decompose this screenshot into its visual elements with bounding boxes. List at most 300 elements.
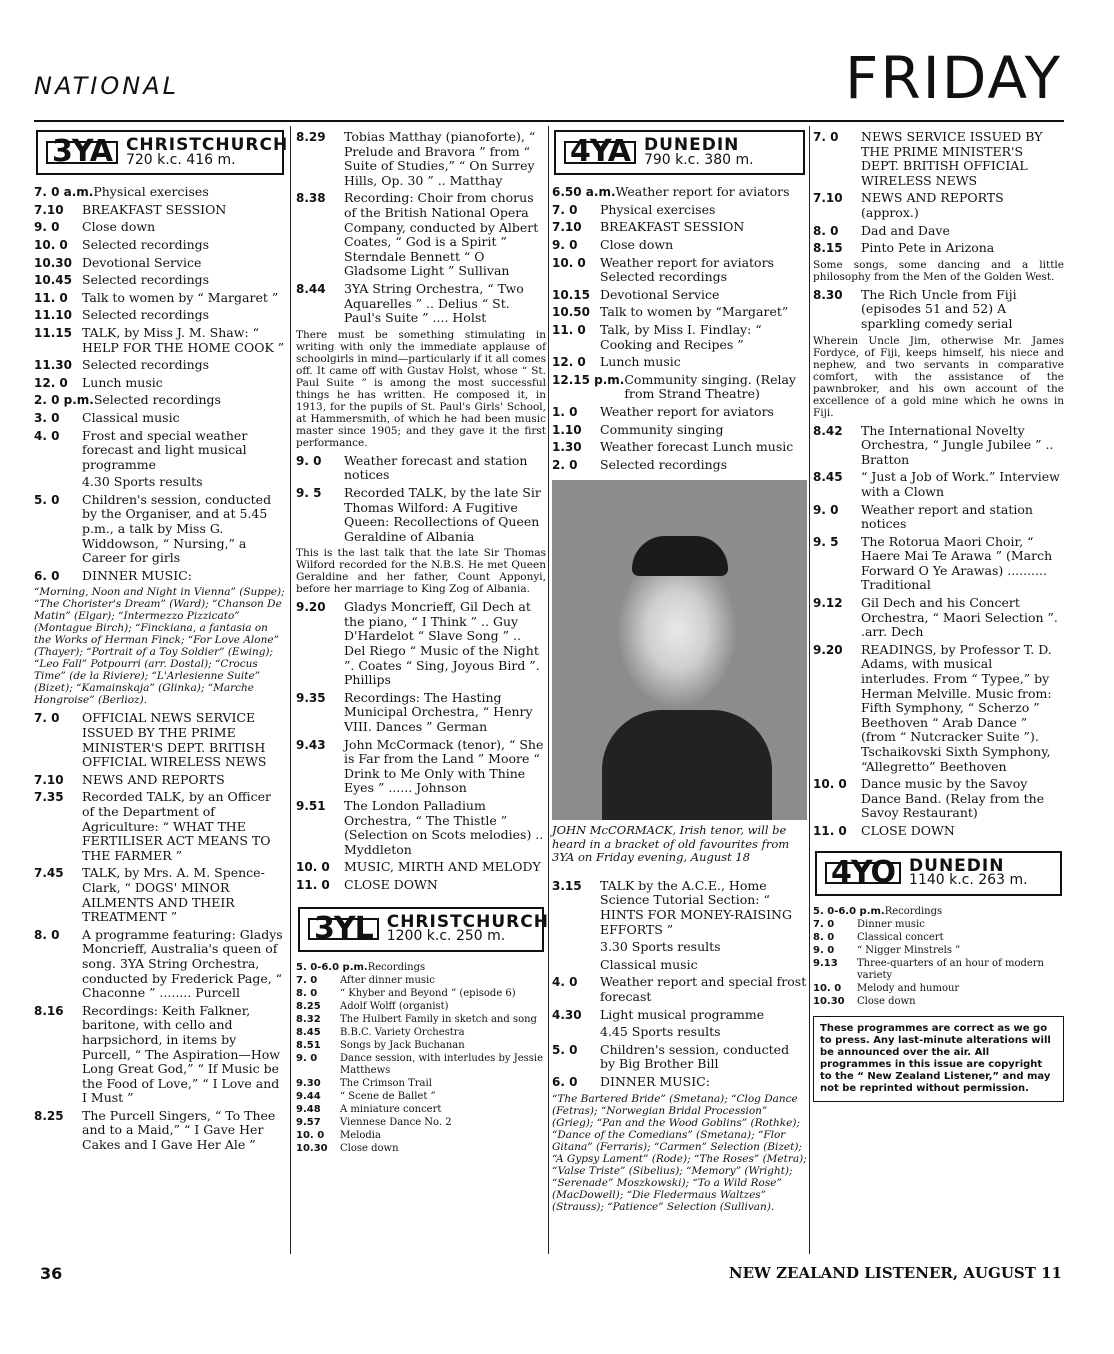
schedule-programme: “ Scene de Ballet ” bbox=[340, 1090, 436, 1102]
schedule-entry bbox=[296, 1104, 546, 1116]
schedule-entry bbox=[813, 919, 1064, 931]
schedule-programme: Close down bbox=[340, 1142, 399, 1154]
schedule-entry bbox=[296, 878, 546, 893]
column-divider bbox=[290, 126, 291, 1254]
station-frequency: 1200 k.c. 250 m. bbox=[386, 928, 506, 945]
schedule-entry bbox=[34, 376, 286, 391]
schedule-programme: BREAKFAST SESSION bbox=[600, 219, 745, 235]
schedule-time: 12. 0 bbox=[34, 375, 68, 390]
schedule-entry bbox=[552, 1025, 807, 1040]
schedule-entry bbox=[296, 738, 546, 796]
schedule-time: 11.30 bbox=[34, 358, 72, 373]
schedule-programme: Dance session, with interludes by Jessie Matthews bbox=[340, 1052, 544, 1076]
schedule-entry bbox=[296, 1014, 546, 1026]
schedule-programme: The International Novelty Orchestra, “ Jungle Jubilee ” .. Bratton bbox=[861, 422, 1054, 467]
schedule-programme: Three-quarters of an hour of modern variety bbox=[857, 957, 1045, 981]
schedule-entry bbox=[552, 1075, 807, 1090]
schedule-time: 11.15 bbox=[34, 325, 72, 340]
programme-note: Wherein Uncle Jim, otherwise Mr. James Fordyce, of Fiji, keeps himself, his niece and nephew, and two servants in comparative comfort, with the assistance of the pawnbroker, and his own account of the excellence of a gold mine which he owns in Fiji. bbox=[813, 334, 1064, 419]
programme-note: This is the last talk that the late Sir Thomas Wilford recorded for the N.B.S. He met Queen Geraldine and her father, Count Apponyi, before her marriage to King Zog of Albania. bbox=[296, 547, 546, 596]
schedule-time: 9. 0 bbox=[296, 453, 322, 468]
schedule-time: 8. 0 bbox=[813, 931, 835, 943]
schedule-entry bbox=[813, 996, 1064, 1008]
schedule-time: 9.35 bbox=[296, 690, 326, 705]
schedule-time: 10.15 bbox=[552, 287, 590, 302]
schedule-programme: MUSIC, MIRTH AND MELODY bbox=[344, 859, 541, 875]
schedule-entry bbox=[552, 458, 807, 473]
schedule-entry bbox=[296, 1091, 546, 1103]
schedule-time: 11. 0 bbox=[296, 877, 330, 892]
programme-note: Some songs, some dancing and a little philosophy from the Men of the Golden West. bbox=[813, 258, 1064, 283]
schedule-entry bbox=[552, 879, 807, 937]
schedule-programme: BREAKFAST SESSION bbox=[82, 201, 227, 217]
schedule-programme: TALK, by Miss J. M. Shaw: “ HELP FOR THE HOME COOK ” bbox=[82, 324, 285, 355]
schedule-programme: Classical concert bbox=[857, 931, 944, 943]
schedule-entry bbox=[813, 130, 1064, 188]
schedule-time: 5. 0 bbox=[34, 492, 60, 507]
schedule-time: 9.12 bbox=[813, 596, 843, 611]
schedule-entry bbox=[296, 860, 546, 875]
schedule-entry bbox=[34, 411, 286, 426]
schedule-programme: NEWS AND REPORTS (approx.) bbox=[861, 190, 1004, 220]
schedule-entry bbox=[296, 988, 546, 1000]
schedule-time: 9. 0 bbox=[813, 944, 835, 956]
schedule-entry bbox=[813, 288, 1064, 332]
schedule-time bbox=[552, 940, 600, 955]
schedule-programme: Melody and humour bbox=[857, 982, 960, 994]
schedule-entry bbox=[552, 323, 807, 352]
schedule-entry bbox=[552, 1008, 807, 1023]
schedule-programme: Selected recordings bbox=[82, 272, 210, 288]
schedule-time bbox=[552, 958, 600, 973]
schedule-time: 6. 0 bbox=[552, 1074, 578, 1089]
schedule-time: 12.15 p.m. bbox=[552, 372, 625, 387]
schedule-time: 11. 0 bbox=[813, 823, 847, 838]
schedule-programme: The Crimson Trail bbox=[340, 1077, 432, 1089]
schedule-entry bbox=[813, 191, 1064, 220]
schedule-time: 10. 0 bbox=[552, 255, 586, 270]
portrait-photo bbox=[552, 480, 807, 820]
schedule-entry bbox=[296, 1040, 546, 1052]
schedule-programme: B.B.C. Variety Orchestra bbox=[340, 1026, 465, 1038]
schedule-time: 9.30 bbox=[296, 1077, 321, 1089]
schedule-entry bbox=[813, 224, 1064, 239]
schedule-entry bbox=[34, 569, 286, 584]
schedule-time: 1.10 bbox=[552, 422, 582, 437]
schedule-entry bbox=[552, 1043, 807, 1072]
station-frequency: 790 k.c. 380 m. bbox=[643, 151, 754, 168]
schedule-entry bbox=[296, 1078, 546, 1090]
schedule-entry bbox=[34, 185, 286, 200]
schedule-time: 8.16 bbox=[34, 1003, 64, 1018]
schedule-time: 8.15 bbox=[813, 241, 843, 256]
schedule-programme: John McCormack (tenor), “ She is Far from the Land ” Moore “ Drink to Me Only with Thine Eyes ” ...... Johnson bbox=[344, 736, 544, 796]
schedule-programme: Devotional Service bbox=[82, 254, 202, 270]
schedule-programme: Light musical programme bbox=[600, 1006, 765, 1022]
schedule-entry bbox=[552, 440, 807, 455]
schedule-entry bbox=[296, 975, 546, 987]
schedule-entry bbox=[552, 203, 807, 218]
schedule-time: 6. 0 bbox=[34, 568, 60, 583]
schedule-entry bbox=[34, 256, 286, 271]
schedule-programme: DINNER MUSIC: bbox=[600, 1073, 710, 1089]
station-banner-3yl bbox=[298, 907, 549, 952]
schedule-entry bbox=[813, 824, 1064, 839]
station-banner-4yo bbox=[815, 851, 1062, 896]
schedule-programme: Viennese Dance No. 2 bbox=[340, 1116, 452, 1128]
schedule-time: 8.29 bbox=[296, 130, 326, 144]
schedule-time: 9. 0 bbox=[552, 237, 578, 252]
schedule-programme: Adolf Wolff (organist) bbox=[340, 1000, 449, 1012]
schedule-entry bbox=[813, 596, 1064, 640]
schedule-programme: 4.45 Sports results bbox=[600, 1024, 721, 1040]
schedule-programme: “ Khyber and Beyond ” (episode 6) bbox=[340, 987, 516, 999]
schedule-entry bbox=[34, 866, 286, 924]
schedule-programme: Weather report for aviators Selected recordings bbox=[600, 254, 774, 285]
schedule-entry bbox=[34, 429, 286, 473]
schedule-entry bbox=[552, 220, 807, 235]
schedule-time: 8.42 bbox=[813, 423, 843, 438]
schedule-programme: Recorded TALK, by the late Sir Thomas Wilford: A Fugitive Queen: Recollections of Queen Geraldine of Albania bbox=[344, 484, 541, 544]
column-divider bbox=[809, 126, 810, 1254]
schedule-time: 9.20 bbox=[296, 600, 326, 615]
schedule-programme: Weather report and station notices bbox=[861, 501, 1033, 532]
station-call: 4YO bbox=[825, 862, 901, 885]
column-4ya bbox=[552, 130, 807, 1218]
schedule-time: 9.48 bbox=[296, 1103, 321, 1115]
schedule-time: 8.44 bbox=[296, 281, 326, 296]
copyright-notice: These programmes are correct as we go to press. Any last-minute alterations will be announced over the air. All programmes in this issue are copyright to the “ New Zealand Listener,” and may not be reprinted without permission. bbox=[813, 1016, 1064, 1102]
schedule-time: 10. 0 bbox=[813, 982, 842, 994]
station-city: CHRISTCHURCH bbox=[386, 911, 549, 932]
station-frequency: 1140 k.c. 263 m. bbox=[909, 872, 1028, 889]
schedule-time: 3. 0 bbox=[34, 410, 60, 425]
schedule-programme: The Purcell Singers, “ To Thee and to a Maid,” “ I Gave Her Cakes and I Gave Her Ale ” bbox=[82, 1107, 276, 1153]
schedule-programme: Recordings: The Hasting Municipal Orchestra, “ Henry VIII. Dances ” German bbox=[344, 689, 533, 735]
schedule-entry bbox=[296, 191, 546, 279]
schedule-programme: After dinner music bbox=[340, 974, 435, 986]
schedule-programme: Talk to women by “ Margaret ” bbox=[82, 289, 279, 305]
schedule-time: 7.10 bbox=[813, 191, 843, 206]
schedule-time: 9. 0 bbox=[296, 1052, 318, 1064]
schedule-entry bbox=[296, 1143, 546, 1155]
schedule-programme: Weather report for aviators bbox=[600, 403, 774, 419]
schedule-programme: A miniature concert bbox=[340, 1103, 442, 1115]
schedule-programme: Dad and Dave bbox=[861, 222, 950, 238]
schedule-programme: Lunch music bbox=[600, 354, 681, 370]
schedule-programme: “ Nigger Minstrels ” bbox=[857, 944, 961, 956]
schedule-entry bbox=[552, 288, 807, 303]
schedule-programme: Weather report and special frost forecast bbox=[600, 974, 807, 1004]
schedule-time: 8.45 bbox=[813, 470, 843, 485]
schedule-entry bbox=[813, 424, 1064, 468]
schedule-time: 9.51 bbox=[296, 799, 326, 813]
schedule-programme: A programme featuring: Gladys Moncrieff, Australia's queen of song. 3YA String Orchestra, conducted by Frederick Page, “ Chaconne ” ........ Purcell bbox=[82, 926, 283, 1001]
schedule-entry bbox=[34, 711, 286, 769]
station-frequency: 720 k.c. 416 m. bbox=[125, 151, 236, 168]
schedule-time: 7.10 bbox=[34, 772, 64, 787]
programme-note: There must be something stimulating in writing with only the immediate applause of schoolgirls in mind—particularly if it all comes off. It came off with Gustav Holst, whose “ St. Paul Suite ” is among the most successful things he has written. He composed it, in 1913, for the pupils of St. Paul's Girls' School, at Hammersmith, of which he had been music master since 1905; and they gave it the first performance. bbox=[296, 328, 546, 449]
schedule-programme: Weather report for aviators bbox=[615, 184, 790, 200]
schedule-time: 9.44 bbox=[296, 1090, 321, 1102]
schedule-time: 7. 0 bbox=[813, 130, 839, 144]
schedule-time: 10. 0 bbox=[813, 777, 847, 792]
schedule-programme: Community singing bbox=[600, 421, 724, 437]
schedule-programme: Frost and special weather forecast and light musical programme bbox=[82, 427, 248, 472]
schedule-programme: NEWS SERVICE ISSUED BY THE PRIME MINISTER'S DEPT. BRITISH OFFICIAL WIRELESS NEWS bbox=[861, 129, 1043, 188]
schedule-entry bbox=[552, 256, 807, 285]
station-banner-3ya bbox=[36, 130, 289, 175]
schedule-entry bbox=[296, 799, 546, 857]
schedule-programme: The London Palladium Orchestra, “ The Thistle ” (Selection on Scots melodies) .. Myddleton bbox=[344, 798, 544, 857]
schedule-entry bbox=[34, 928, 286, 1001]
schedule-time: 6.50 a.m. bbox=[552, 185, 616, 200]
schedule-entry bbox=[34, 1004, 286, 1106]
schedule-programme: Physical exercises bbox=[600, 201, 716, 217]
photo-suit bbox=[602, 710, 772, 820]
station-city: DUNEDIN bbox=[909, 855, 1005, 876]
schedule-time: 4. 0 bbox=[34, 428, 60, 443]
station-banner-4ya bbox=[554, 130, 805, 175]
schedule-entry bbox=[296, 691, 546, 735]
schedule-time: 4.30 bbox=[552, 1007, 582, 1022]
schedule-programme: Gladys Moncrieff, Gil Dech at the piano, “ I Think ” .. Guy D'Hardelot “ Slave Song ” .. Del Riego “ Music of the Night ”. Coates “ Sing, Joyous Bird ”. Phillips bbox=[344, 599, 540, 688]
column-3ya bbox=[34, 130, 289, 1156]
schedule-entry bbox=[296, 600, 546, 688]
schedule-time: 9. 5 bbox=[296, 485, 322, 500]
schedule-programme: Physical exercises bbox=[93, 184, 209, 200]
schedule-programme: Selected recordings bbox=[82, 236, 210, 252]
schedule-time: 8.32 bbox=[296, 1013, 321, 1025]
schedule-programme: DINNER MUSIC: bbox=[82, 567, 192, 583]
schedule-programme: 3YA String Orchestra, “ Two Aquarelles ” .. Delius “ St. Paul's Suite ” .... Holst bbox=[344, 280, 524, 326]
schedule-time: 12. 0 bbox=[552, 355, 586, 370]
photo-caption: JOHN McCORMACK, Irish tenor, will be heard in a bracket of old favourites from 3YA on Friday evening, August 18 bbox=[552, 823, 790, 865]
schedule-programme: Songs by Jack Buchanan bbox=[340, 1039, 465, 1051]
schedule-programme: NEWS AND REPORTS bbox=[82, 771, 225, 787]
schedule-programme: Gil Dech and his Concert Orchestra, “ Maori Selection ”. .arr. Dech bbox=[861, 595, 1058, 640]
schedule-entry bbox=[813, 777, 1064, 821]
schedule-time: 1.30 bbox=[552, 440, 582, 455]
schedule-entry bbox=[34, 326, 286, 355]
schedule-programme: TALK by the A.C.E., Home Science Tutorial Section: “ HINTS FOR MONEY-RAISING EFFORTS ” bbox=[600, 877, 792, 937]
schedule-programme: The Hulbert Family in sketch and song bbox=[340, 1013, 537, 1025]
schedule-programme: The Rotorua Maori Choir, “ Haere Mai Te Arawa ” (March Forward O Ye Arawas) .......... Traditional bbox=[861, 533, 1053, 593]
schedule-time: 8.25 bbox=[296, 1000, 321, 1012]
schedule-entry bbox=[813, 643, 1064, 774]
schedule-time: 9.20 bbox=[813, 642, 843, 657]
schedule-time: 9.13 bbox=[813, 957, 838, 969]
station-city: DUNEDIN bbox=[643, 135, 740, 155]
schedule-entry bbox=[296, 1053, 546, 1077]
schedule-time: 10.30 bbox=[813, 995, 845, 1007]
schedule-entry bbox=[552, 405, 807, 420]
schedule-entry bbox=[34, 308, 286, 323]
schedule-entry bbox=[296, 486, 546, 544]
schedule-entry bbox=[552, 238, 807, 253]
schedule-programme: Classical music bbox=[82, 409, 180, 425]
schedule-time: 10. 0 bbox=[34, 237, 68, 252]
schedule-programme: Selected recordings bbox=[82, 357, 210, 373]
schedule-entry bbox=[813, 241, 1064, 256]
schedule-entry bbox=[813, 945, 1064, 957]
schedule-time: 10.45 bbox=[34, 273, 72, 288]
schedule-programme: CLOSE DOWN bbox=[344, 876, 438, 892]
schedule-time: 8.30 bbox=[813, 287, 843, 302]
schedule-programme: The Rich Uncle from Fiji (episodes 51 and 52) A sparkling comedy serial bbox=[861, 286, 1017, 331]
schedule-time: 7. 0 bbox=[813, 918, 835, 930]
schedule-programme: Recording: Choir from chorus of the British National Opera Company, conducted by Albert Coates, “ God is a Spirit ” Sterndale Bennett “ O Gladsome Light ” Sullivan bbox=[344, 190, 539, 279]
schedule-entry bbox=[813, 470, 1064, 499]
schedule-time: 7. 0 bbox=[552, 202, 578, 217]
schedule-programme: Weather forecast and station notices bbox=[344, 452, 528, 483]
schedule-entry bbox=[552, 373, 807, 402]
schedule-programme: Close down bbox=[600, 236, 674, 252]
schedule-programme: Pinto Pete in Arizona bbox=[861, 240, 995, 256]
photo-hair bbox=[632, 536, 728, 576]
schedule-programme: Recordings bbox=[884, 905, 943, 917]
schedule-time: 9.57 bbox=[296, 1116, 321, 1128]
schedule-time: 9.43 bbox=[296, 737, 326, 752]
schedule-entry bbox=[296, 1027, 546, 1039]
schedule-programme: OFFICIAL NEWS SERVICE ISSUED BY THE PRIME MINISTER'S DEPT. BRITISH OFFICIAL WIRELESS NEWS bbox=[82, 710, 267, 770]
schedule-time: 8. 0 bbox=[296, 987, 318, 999]
schedule-programme: Talk, by Miss I. Findlay: “ Cooking and Recipes ” bbox=[600, 321, 762, 352]
schedule-time: 7. 0 bbox=[34, 711, 60, 726]
schedule-entry bbox=[34, 358, 286, 373]
schedule-time: 5. 0 bbox=[552, 1042, 578, 1057]
schedule-programme: Children's session, conducted by the Organiser, and at 5.45 p.m., a talk by Miss G. Widdowson, “ Nursing,” a Career for girls bbox=[82, 491, 272, 566]
schedule-programme: Talk to women by “Margaret” bbox=[600, 304, 789, 320]
station-call: 3YA bbox=[46, 141, 118, 164]
schedule-entry bbox=[34, 273, 286, 288]
schedule-entry bbox=[34, 790, 286, 863]
schedule-programme: Recorded TALK, by an Officer of the Department of Agriculture: “ WHAT THE FERTILISER ACT MEANS TO THE FARMER ” bbox=[82, 789, 271, 863]
schedule-time: 7.10 bbox=[552, 220, 582, 235]
schedule-programme: Close down bbox=[857, 995, 916, 1007]
schedule-programme: Lunch music bbox=[82, 374, 163, 390]
schedule-programme: Weather forecast Lunch music bbox=[600, 439, 794, 455]
schedule-time: 7. 0 a.m. bbox=[34, 185, 94, 200]
schedule-entry bbox=[34, 475, 286, 490]
schedule-time: 10.50 bbox=[552, 305, 590, 320]
schedule-entry bbox=[552, 305, 807, 320]
schedule-entry bbox=[813, 958, 1064, 982]
schedule-programme: Close down bbox=[82, 219, 156, 235]
schedule-time bbox=[34, 475, 82, 490]
schedule-programme: READINGS, by Professor T. D. Adams, with musical interludes. From “ Typee,” by Herman Melville. Music from: Fifth Symphony, “ Scherzo ” Beethoven “ Arab Dance ” (from “ Nutcracker Suite ”). Tschaikovski Sixth Symphony, “Allegretto” Beethoven bbox=[861, 641, 1052, 774]
day-title: FRIDAY bbox=[844, 44, 1062, 112]
schedule-entry bbox=[296, 282, 546, 326]
dinner-music-list: “The Bartered Bride” (Smetana); “Clog Dance (Fetras); “Norwegian Bridal Procession” (Grieg); “Pan and the Wood Goblins” (Rothke); “Dance of the Comedians” (Smetana); “Flor Gitana” (Ferraris); “Carmen” Selection (Bizet); “A Gypsy Lament” (Rode); “The Roses” (Metra); “Valse Triste” (Sibelius); “Memory” (Wright); “Serenade” Moszkowski); “To a Wild Rose” (MacDowell); “Die Fledermaus Waltzes” (Strauss); “Patience” Selection (Sullivan). bbox=[552, 1092, 807, 1213]
schedule-programme: 3.30 Sports results bbox=[600, 939, 721, 955]
schedule-time: 9. 0 bbox=[813, 502, 839, 517]
schedule-entry bbox=[34, 773, 286, 788]
schedule-entry bbox=[813, 535, 1064, 593]
schedule-time: 5. 0-6.0 p.m. bbox=[813, 905, 885, 917]
schedule-entry bbox=[296, 1001, 546, 1013]
column-3ya-continued bbox=[296, 129, 549, 1156]
schedule-programme: Dance music by the Savoy Dance Band. (Relay from the Savoy Restaurant) bbox=[861, 776, 1045, 821]
schedule-entry bbox=[552, 940, 807, 955]
schedule-entry bbox=[296, 130, 546, 188]
schedule-programme: Children's session, conducted by Big Brother Bill bbox=[600, 1041, 790, 1072]
schedule-programme: CLOSE DOWN bbox=[861, 822, 955, 838]
schedule-entry bbox=[296, 962, 546, 974]
station-call: 4YA bbox=[564, 141, 636, 164]
schedule-time: 7.10 bbox=[34, 202, 64, 217]
column-4ya-continued bbox=[813, 130, 1064, 1102]
publication-footer: NEW ZEALAND LISTENER, AUGUST 11 bbox=[728, 1264, 1062, 1282]
schedule-time: 11.10 bbox=[34, 308, 72, 323]
schedule-entry bbox=[813, 983, 1064, 995]
schedule-entry bbox=[34, 203, 286, 218]
schedule-entry bbox=[296, 1130, 546, 1142]
schedule-entry bbox=[813, 906, 1064, 918]
schedule-programme: Selected recordings bbox=[82, 307, 210, 323]
schedule-time: 1. 0 bbox=[552, 404, 578, 419]
schedule-time: 8.25 bbox=[34, 1108, 64, 1123]
schedule-entry bbox=[34, 493, 286, 566]
schedule-entry bbox=[34, 220, 286, 235]
schedule-time: 2. 0 p.m. bbox=[34, 393, 94, 408]
section-label: NATIONAL bbox=[34, 72, 179, 100]
header-rule bbox=[34, 120, 1064, 122]
column-divider bbox=[548, 126, 549, 1254]
schedule-programme: Selected recordings bbox=[600, 456, 728, 472]
schedule-time: 9. 0 bbox=[34, 220, 60, 235]
schedule-time: 2. 0 bbox=[552, 457, 578, 472]
schedule-entry bbox=[552, 185, 807, 200]
schedule-entry bbox=[34, 1109, 286, 1153]
schedule-entry bbox=[552, 423, 807, 438]
schedule-entry bbox=[813, 503, 1064, 532]
schedule-time: 8. 0 bbox=[813, 223, 839, 238]
schedule-time: 10. 0 bbox=[296, 1129, 325, 1141]
schedule-entry bbox=[34, 393, 286, 408]
schedule-entry bbox=[552, 355, 807, 370]
schedule-programme: Recordings bbox=[367, 961, 426, 973]
schedule-time: 8.51 bbox=[296, 1039, 321, 1051]
schedule-entry bbox=[34, 238, 286, 253]
schedule-programme: Classical music bbox=[600, 956, 698, 972]
schedule-time: 9. 5 bbox=[813, 534, 839, 549]
schedule-time: 7.35 bbox=[34, 790, 64, 805]
schedule-time: 7. 0 bbox=[296, 974, 318, 986]
schedule-programme: “ Just a Job of Work.” Interview with a Clown bbox=[861, 469, 1060, 499]
schedule-programme: Selected recordings bbox=[93, 392, 221, 408]
schedule-time: 8.38 bbox=[296, 191, 326, 206]
dinner-music-list: “Morning, Noon and Night in Vienna” (Suppe); “The Chorister's Dream” (Ward); “Chanson De Matin” (Elgar); “Intermezzo Pizzicato” (Montague Birch); “Finckiana, a fantasia on the Works of Herman Finck; “For Love Alone” (Thayer); “Portrait of a Toy Soldier” (Ewing); “Leo Fall” Potpourri (arr. Dostal); “Crocus Time” (de la Riviere); “L'Arlesienne Suite” (Bizet); “Kamainskaja” (Glinka); “Marche Hongroise” (Berlioz). bbox=[34, 586, 285, 707]
schedule-entry bbox=[552, 958, 807, 973]
schedule-time: 5. 0-6.0 p.m. bbox=[296, 961, 368, 973]
schedule-time: 4. 0 bbox=[552, 975, 578, 990]
schedule-programme: Community singing. (Relay from Strand Theatre) bbox=[624, 371, 796, 402]
schedule-programme: Devotional Service bbox=[600, 286, 720, 302]
schedule-time: 7.45 bbox=[34, 866, 64, 881]
schedule-programme: Melodia bbox=[340, 1129, 381, 1141]
page-number: 36 bbox=[40, 1264, 63, 1283]
schedule-time: 8.45 bbox=[296, 1026, 321, 1038]
schedule-time: 8. 0 bbox=[34, 927, 60, 942]
schedule-entry bbox=[296, 454, 546, 483]
schedule-programme: Tobias Matthay (pianoforte), “ Prelude and Bravora ” from “ Suite of Studies,” “ On Surrey Hills, Op. 30 ” .. Matthay bbox=[344, 129, 536, 188]
schedule-time bbox=[552, 1025, 600, 1040]
schedule-programme: TALK, by Mrs. A. M. Spence-Clark, “ DOGS' MINOR AILMENTS AND THEIR TREATMENT ” bbox=[82, 865, 265, 925]
station-city: CHRISTCHURCH bbox=[125, 135, 289, 155]
schedule-entry bbox=[296, 1117, 546, 1129]
station-call: 3YL bbox=[308, 918, 379, 941]
